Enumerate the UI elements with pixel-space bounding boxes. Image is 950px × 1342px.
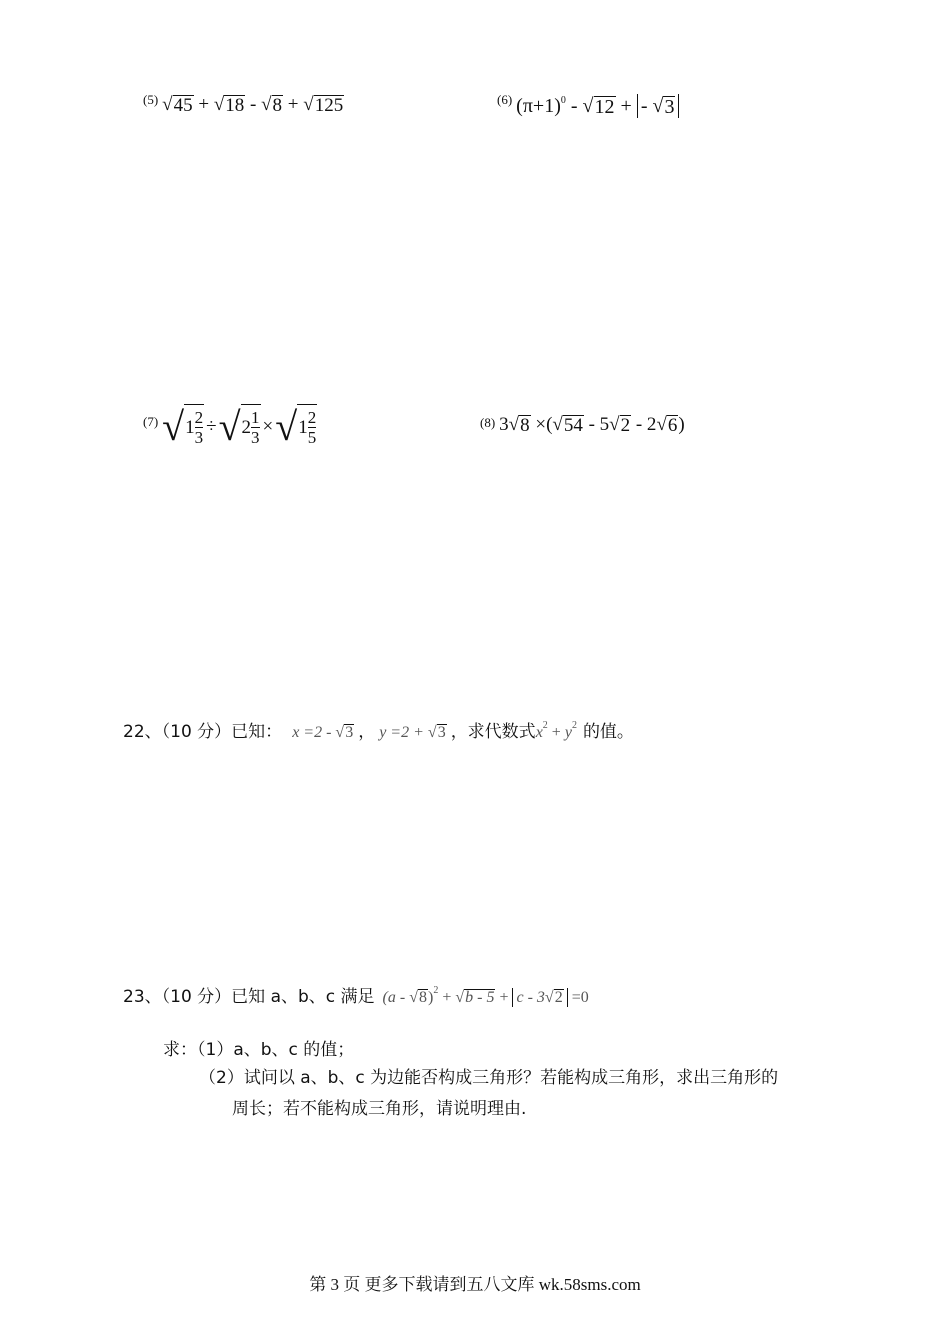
question-22-number: 22、 [123, 722, 162, 742]
problem-5 [143, 92, 344, 116]
question-22-x-expr: x =2 - √ 3 [292, 724, 354, 742]
problem-5-expression: √ 45 + √ 18 - √ 8 + √ 125 [162, 94, 344, 117]
problem-8 [480, 414, 685, 436]
question-22-ask: ，求代数式 [450, 722, 536, 742]
problem-7-label: (7) [143, 414, 159, 429]
question-22-tail: 的值。 [582, 722, 634, 742]
radical: √ 54 [552, 414, 583, 437]
question-23-equation: (a - √ 8 )$^2$ + √ b - 5 + c - 3 √ 2 =0 [382, 985, 589, 1007]
question-22-y-expr: y =2 + √ 3 [379, 724, 446, 742]
radical: √ 1 $\frac{2}{3}$ [162, 404, 204, 449]
question-23-stem: （10 分）已知 a、b、c 满足 [161, 987, 375, 1007]
problem-6-expression: $(\pi+1)^0$ - √ 12 + - √ 3 [516, 95, 679, 117]
radical: √ 2 [609, 414, 631, 437]
radical: √ 45 [162, 94, 193, 117]
radical: √ 12 [582, 95, 615, 118]
radical: √ 1 $\frac{2}{5}$ [275, 404, 317, 449]
question-22-target-expr: $x^2 + y^2$ [535, 720, 577, 741]
page-footer: 第 3 页 更多下载请到五八文库 wk.58sms.com [309, 1275, 641, 1294]
radical: √ 8 [508, 414, 530, 437]
problem-8-label: (8) [480, 415, 496, 430]
problem-7 [143, 404, 317, 450]
radical: √ 2 $\frac{1}{3}$ [218, 404, 260, 449]
problem-6-label: (6) [497, 92, 513, 107]
radical: √ 125 [303, 94, 344, 117]
absolute-value: c - 3 √ 2 [512, 988, 567, 1007]
absolute-value: - √ 3 [637, 94, 680, 118]
radical: √ 8 [261, 94, 283, 117]
radical: √ 18 [213, 94, 245, 117]
problem-7-expression: √ 1 $\frac{2}{3}$ ÷ √ 2 $\frac{1}{3}$ × √ 1 $\frac{2}{5}$ [162, 404, 317, 449]
question-22-stem: （10 分）已知： [161, 722, 283, 742]
question-23 [123, 982, 589, 1007]
problem-8-expression: 3 √ 8 ×( √ 54 - 5 √ 2 - 2 √ 6 ) [499, 414, 685, 437]
question-23-number: 23、 [123, 987, 162, 1007]
question-22: 22、（10 分）已知： x =2 - √ 3 ， y =2 + √ 3 ，求代数式$x^2 + y^2$ 的值。 [123, 720, 634, 742]
problem-5-label: (5) [143, 92, 159, 107]
problem-6 [497, 92, 679, 118]
question-23-part-2-line-2: 周长；若不能构成三角形，请说明理由. [232, 1099, 527, 1119]
question-23-part-2-line-1: （2）试问以 a、b、c 为边能否构成三角形？若能构成三角形，求出三角形的 [199, 1068, 779, 1088]
question-23-part-1: 求：（1）a、b、c 的值； [163, 1040, 355, 1060]
radical: √ 6 [656, 414, 678, 437]
